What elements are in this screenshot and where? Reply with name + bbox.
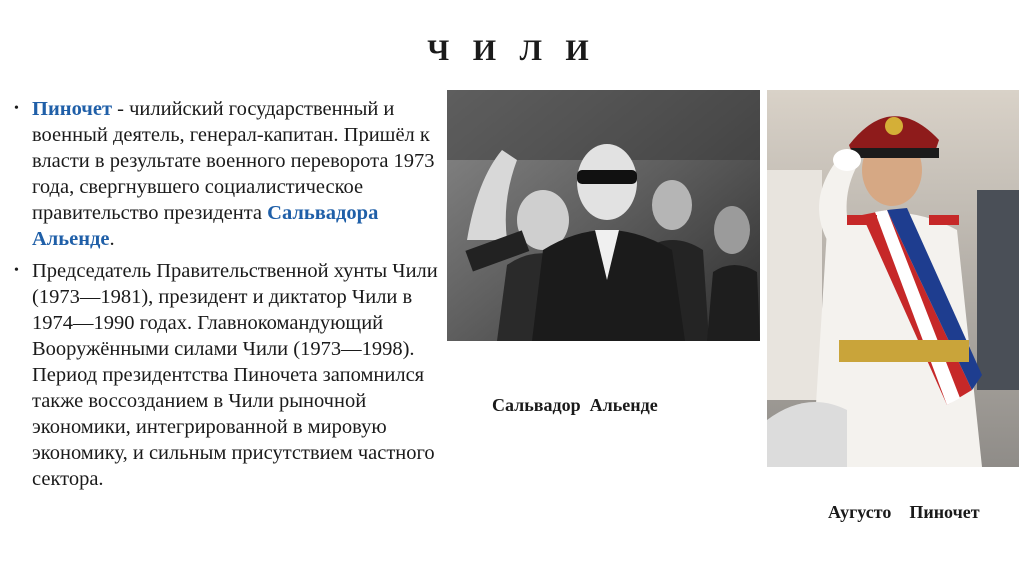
bullet-item-junta — [14, 258, 439, 492]
caption-pinochet: Аугусто Пиночет — [828, 502, 980, 522]
bullet-text-1a: - чилийский государственный и военный деятель, генерал-капитан. Пришёл к власти в результате военного переворота 1973 года, свергнувшего социалистическое правительство президента — [32, 98, 435, 224]
bullet-icon: • — [14, 263, 19, 278]
bullet-item-pinochet — [14, 96, 439, 252]
bullet-list — [14, 96, 439, 498]
highlight-allende: Сальвадора Альенде — [32, 202, 379, 250]
highlight-pinochet: Пиночет — [32, 98, 113, 120]
bullet-text-2: Председатель Правительственной хунты Чили (1973—1981), президент и диктатор Чили в 1974—1990 годах. Главнокомандующий Вооружёнными силами Чили (1973—1998). Период президентства Пиночета запомнился также воссозданием в Чили рыночной экономики, интегрированной в мировую экономику, и сильным присутствием частного сектора. — [32, 260, 438, 490]
pinochet-photo — [767, 90, 1019, 467]
allende-photo — [447, 90, 760, 341]
caption-allende: Сальвадор Альенде — [492, 395, 658, 415]
slide-title: Ч И Л И — [427, 34, 597, 67]
bullet-icon: • — [14, 101, 19, 116]
bullet-text-1b: . — [109, 228, 115, 250]
